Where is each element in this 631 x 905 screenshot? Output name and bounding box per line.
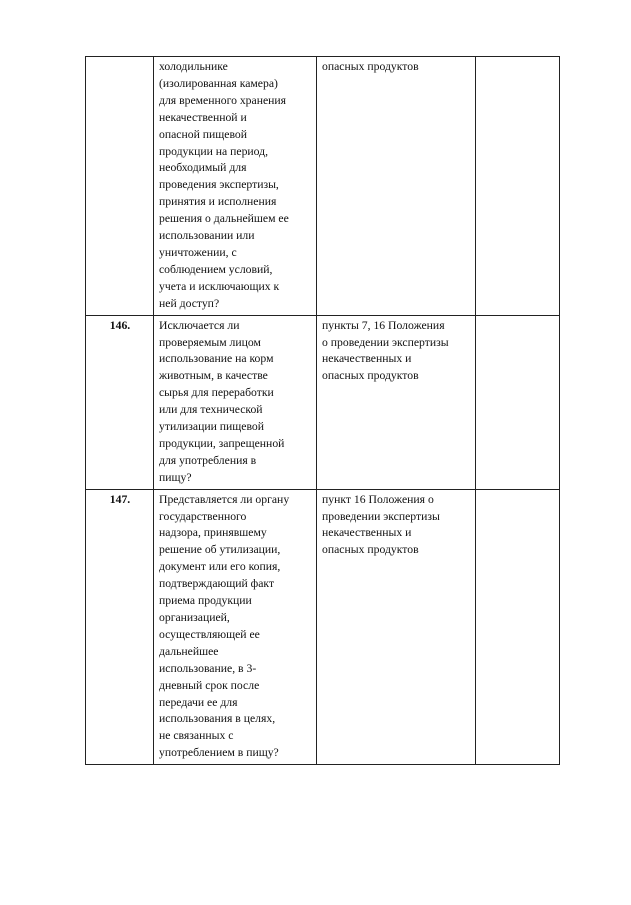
row-number [86,57,154,316]
question-line: подтверждающий факт [159,577,275,591]
question-line: дневный срок после [159,678,260,692]
question-line: или для технической [159,403,263,417]
table-row [86,315,560,489]
question-line: сырья для переработки [159,386,274,400]
question-line: утилизации пищевой [159,420,265,434]
question-line: использование на корм [159,352,274,366]
reference-line: некачественных и [322,352,412,366]
question-line: использование, в 3- [159,661,257,675]
question-line: дальнейшее [159,644,219,658]
question-cell [154,489,317,765]
reference-line: пункты 7, 16 Положения [322,318,445,332]
question-line: проверяемым лицом [159,335,261,349]
question-line: некачественной и [159,110,247,124]
reference-line: опасных продуктов [322,543,419,557]
question-line: учета и исключающих к [159,279,280,293]
question-line: передачи ее для [159,695,238,709]
question-line: холодильнике [159,60,228,73]
reference-cell [317,57,476,316]
extra-cell [476,57,560,316]
question-line: решение об утилизации, [159,543,281,557]
question-line: Представляется ли органу [159,492,290,506]
reference-line: проведении экспертизы [322,509,440,523]
reference-cell [317,489,476,765]
question-line: осуществляющей ее [159,627,260,641]
question-line: продукции, запрещенной [159,436,285,450]
table-row [86,489,560,765]
reference-line: о проведении экспертизы [322,335,449,349]
question-line: проведения экспертизы, [159,178,279,192]
question-line: не связанных с [159,729,234,743]
question-line: приема продукции [159,594,252,608]
reference-line: опасных продуктов [322,369,419,383]
question-line: государственного [159,509,247,523]
question-cell [154,57,317,316]
extra-cell [476,315,560,489]
question-line: животным, в качестве [159,369,268,383]
reference-line: некачественных и [322,526,412,540]
question-line: уничтожении, с [159,245,237,259]
question-line: для временного хранения [159,93,287,107]
question-line: Исключается ли [159,318,240,332]
extra-cell [476,489,560,765]
question-line: использовании или [159,229,255,243]
question-line: надзора, принявшему [159,526,267,540]
row-number: 147. [86,489,154,765]
question-line: (изолированная камера) [159,76,278,90]
row-number: 146. [86,315,154,489]
question-line: решения о дальнейшем ее [159,212,289,226]
question-line: опасной пищевой [159,127,247,141]
reference-cell [317,315,476,489]
question-line: соблюдением условий, [159,262,273,276]
question-line: необходимый для [159,161,247,175]
question-line: ней доступ? [159,296,220,310]
question-cell [154,315,317,489]
question-line: употреблением в пищу? [159,746,279,760]
table-row [86,57,560,316]
reference-line: опасных продуктов [322,60,419,73]
question-line: для употребления в [159,453,257,467]
question-line: документ или его копия, [159,560,281,574]
question-line: принятия и исполнения [159,195,277,209]
checklist-table [85,56,560,765]
question-line: продукции на период, [159,144,269,158]
question-line: использования в целях, [159,712,276,726]
question-line: пищу? [159,470,192,484]
reference-line: пункт 16 Положения о [322,492,434,506]
question-line: организацией, [159,611,230,624]
